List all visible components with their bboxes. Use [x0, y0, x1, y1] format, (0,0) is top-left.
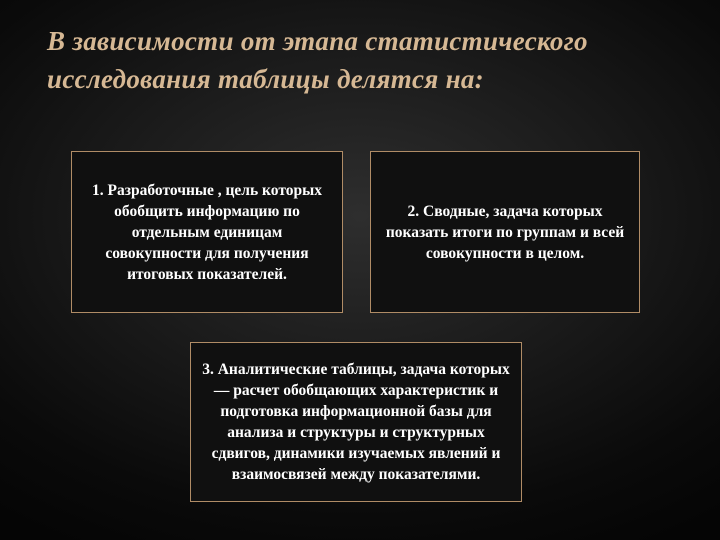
- table-type-box-analytical: [190, 342, 522, 502]
- slide-title: В зависимости от этапа статистического исследования таблицы делятся на:: [47, 26, 588, 94]
- table-type-box-development: [71, 151, 343, 313]
- table-type-text-development: 1. Разработочные , цель которых обобщить информацию по отдельным единицам совокупности для получения итоговых показателей.: [92, 181, 322, 283]
- table-type-box-summary: [370, 151, 640, 313]
- table-type-text-analytical: 3. Аналитические таблицы, задача которых — расчет обобщающих характеристик и подготовка информационной базы для анализа и структуры и структурных сдвигов, динамики изучаемых явлений и взаимосвязей между показателями.: [202, 361, 510, 483]
- table-type-text-summary: 2. Сводные, задача которых показать итоги по группам и всей совокупности в целом.: [385, 202, 625, 262]
